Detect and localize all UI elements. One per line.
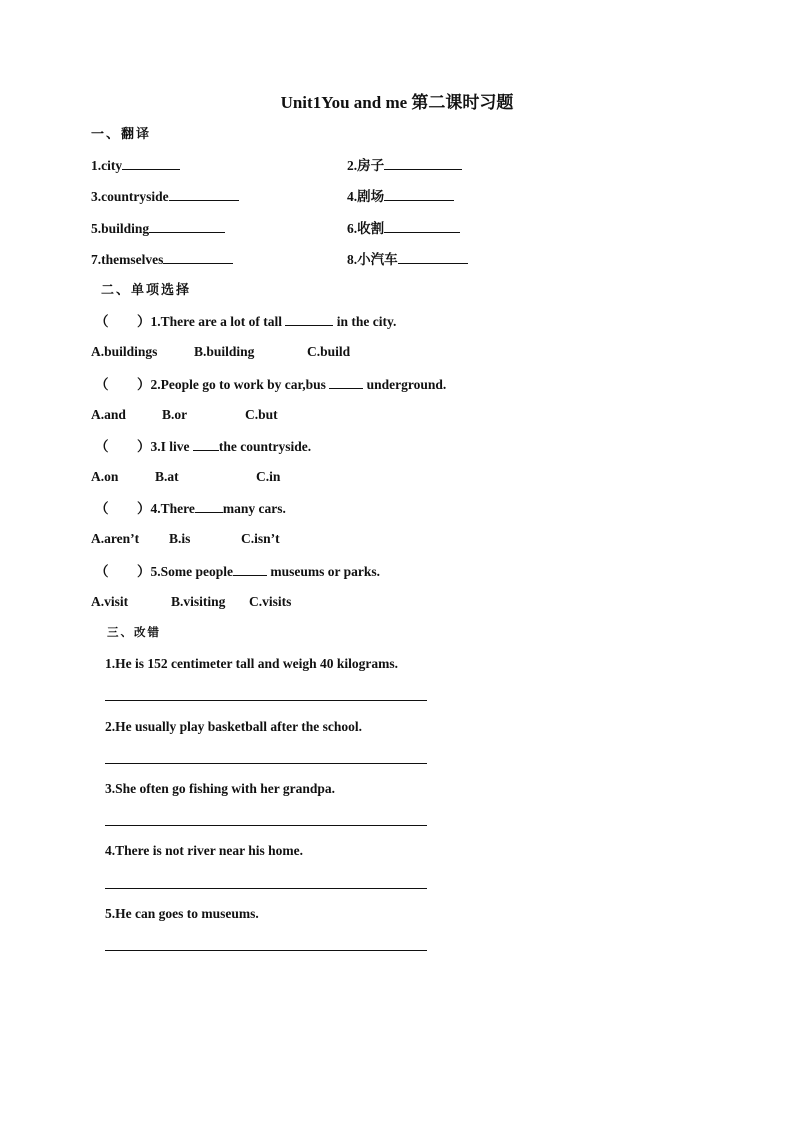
answer-blank[interactable] (149, 220, 225, 233)
translation-item-text: 8.小汽车 (347, 252, 398, 267)
answer-line[interactable] (105, 888, 427, 889)
question-stem-end: many cars. (222, 501, 286, 516)
section-heading-translation: 一、翻译 (91, 126, 152, 141)
question-open-paren: （ (95, 377, 109, 392)
option[interactable]: A.on (91, 469, 119, 484)
question-stem: 5.Some people (150, 564, 233, 579)
option[interactable]: B.is (169, 531, 191, 546)
answer-blank[interactable] (169, 188, 239, 201)
answer-blank[interactable] (122, 157, 180, 170)
question (95, 500, 286, 517)
question-stem-end: the countryside. (218, 439, 312, 454)
translation-item-text: 2.房子 (347, 158, 385, 173)
option[interactable]: C.in (256, 469, 281, 484)
answer-blank[interactable] (163, 251, 233, 264)
answer-blank[interactable] (285, 313, 333, 326)
option[interactable]: B.building (194, 344, 255, 359)
translation-item-text: 7.themselves (91, 252, 164, 267)
translation-item (347, 188, 454, 205)
option[interactable]: C.isn’t (241, 531, 280, 546)
translation-item-text: 1.city (91, 158, 123, 173)
question-open-paren: （ (95, 501, 109, 516)
section-heading-error-correction: 三、改错 (107, 627, 161, 639)
question-stem: 3.I live (150, 439, 190, 454)
correction-item: 4.There is not river near his home. (105, 843, 303, 858)
question-open-paren: （ (95, 439, 109, 454)
translation-item (91, 220, 225, 237)
translation-item (91, 251, 233, 268)
option[interactable]: C.visits (249, 594, 292, 609)
option[interactable]: A.visit (91, 594, 129, 609)
translation-item (347, 157, 462, 174)
answer-line[interactable] (105, 950, 427, 951)
answer-blank[interactable] (233, 563, 267, 576)
answer-line[interactable] (105, 700, 427, 701)
question (95, 313, 396, 330)
answer-blank[interactable] (384, 188, 454, 201)
question (95, 563, 380, 580)
option[interactable]: B.at (155, 469, 179, 484)
correction-item: 5.He can goes to museums. (105, 906, 259, 921)
question-stem-end: museums or parks. (270, 564, 381, 579)
option[interactable]: A.aren’t (91, 531, 140, 546)
question-stem: 2.People go to work by car,bus (150, 377, 326, 392)
question-close-paren: ） (137, 564, 151, 579)
answer-line[interactable] (105, 763, 427, 764)
question (95, 438, 311, 455)
correction-item: 1.He is 152 centimeter tall and weigh 40 kilograms. (105, 656, 398, 671)
option[interactable]: A.and (91, 407, 126, 422)
answer-blank[interactable] (384, 220, 460, 233)
translation-item (347, 251, 468, 268)
option[interactable]: A.buildings (91, 344, 158, 359)
question-close-paren: ） (137, 501, 151, 516)
question-stem: 1.There are a lot of tall (150, 314, 282, 329)
answer-blank[interactable] (384, 157, 462, 170)
answer-blank[interactable] (329, 376, 363, 389)
answer-line[interactable] (105, 825, 427, 826)
question-close-paren: ） (137, 314, 151, 329)
translation-item-text: 5.building (91, 221, 150, 236)
section-heading-multiple-choice: 二、单项选择 (101, 282, 192, 297)
translation-item (91, 157, 180, 174)
option[interactable]: B.visiting (171, 594, 226, 609)
question-close-paren: ） (137, 377, 151, 392)
option[interactable]: B.or (162, 407, 188, 422)
correction-item: 3.She often go fishing with her grandpa. (105, 781, 336, 796)
question-stem-end: underground. (366, 377, 447, 392)
answer-blank[interactable] (195, 500, 223, 513)
correction-item: 2.He usually play basketball after the school. (105, 719, 363, 734)
option[interactable]: C.build (307, 344, 351, 359)
question-stem: 4.There (150, 501, 195, 516)
question-close-paren: ） (137, 439, 151, 454)
question-open-paren: （ (95, 564, 109, 579)
option[interactable]: C.but (245, 407, 278, 422)
translation-item-text: 3.countryside (91, 189, 169, 204)
answer-blank[interactable] (193, 438, 219, 451)
translation-item-text: 4.剧场 (347, 189, 385, 204)
translation-item (91, 188, 239, 205)
translation-item-text: 6.收割 (347, 221, 385, 236)
answer-blank[interactable] (398, 251, 468, 264)
question-open-paren: （ (95, 314, 109, 329)
page-title: Unit1You and me 第二课时习题 (280, 93, 514, 112)
question-stem-end: in the city. (336, 314, 397, 329)
translation-item (347, 220, 460, 237)
question (95, 376, 446, 393)
